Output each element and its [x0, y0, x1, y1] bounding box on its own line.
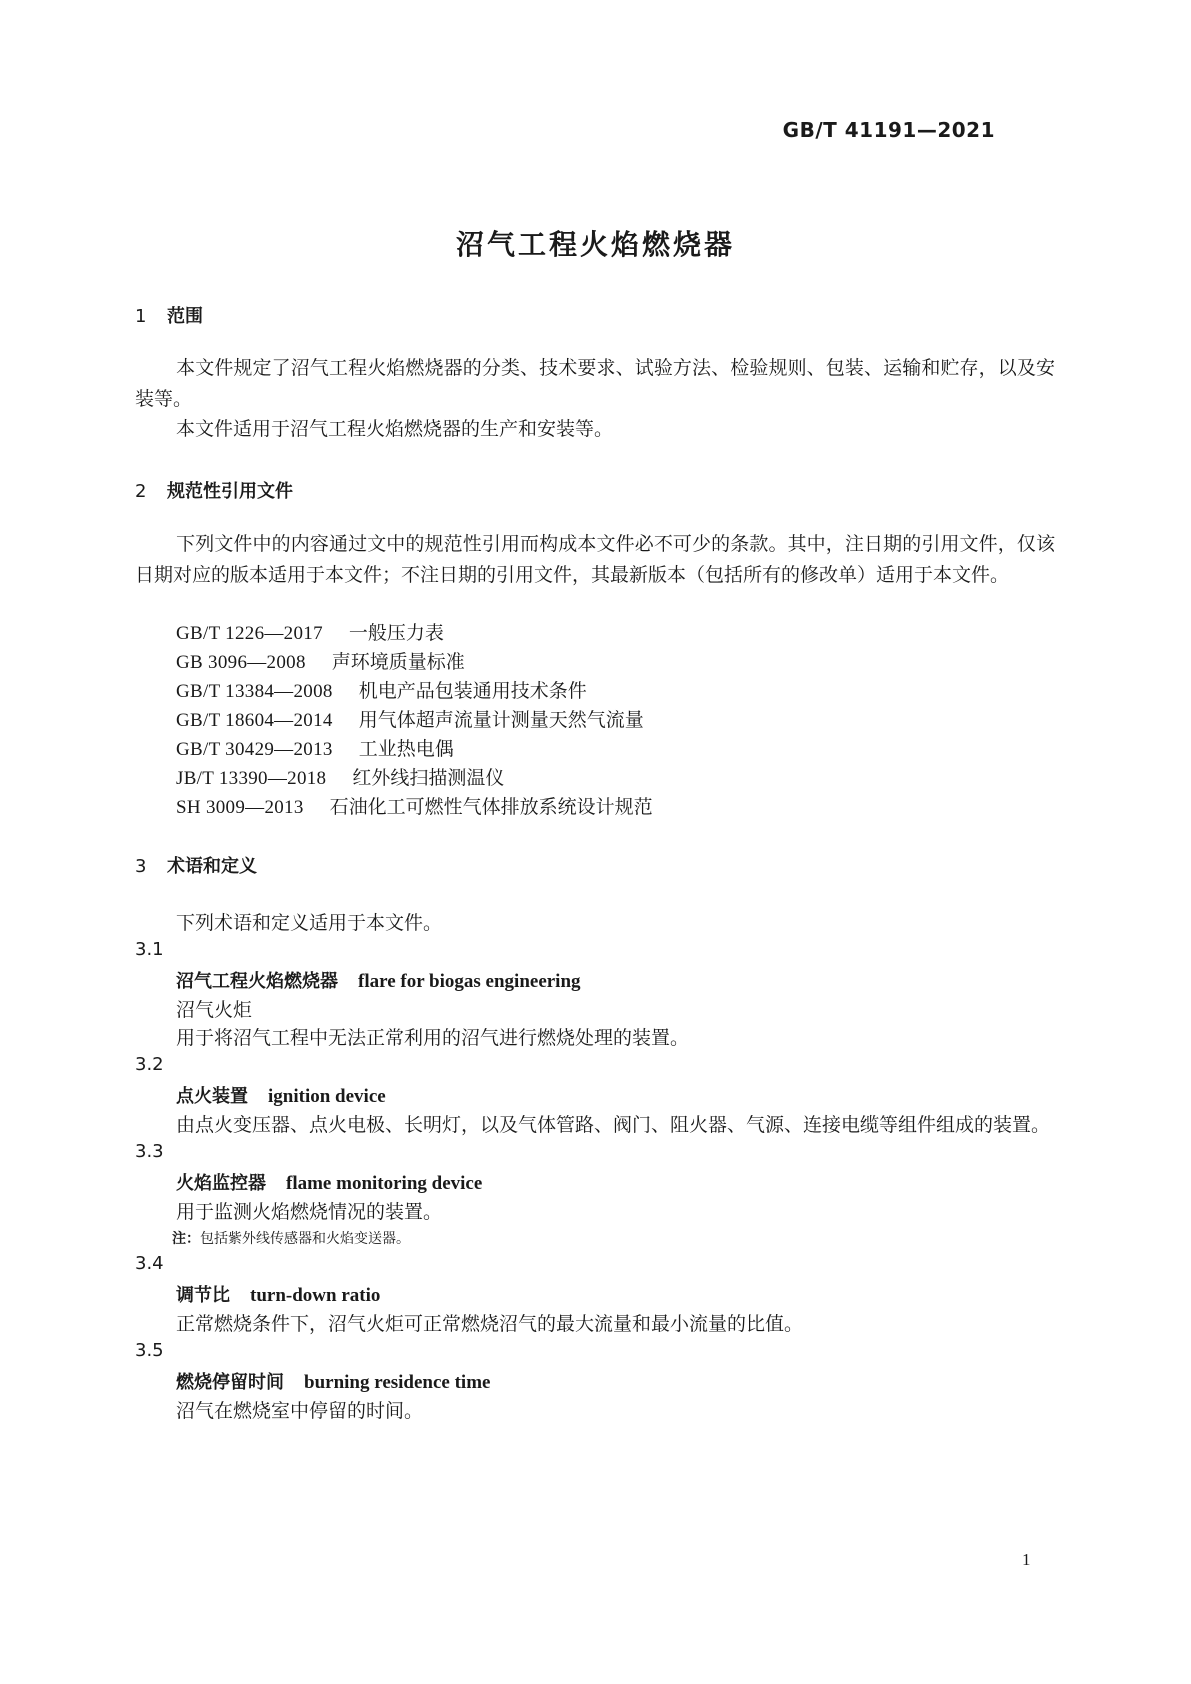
- section-title: 术语和定义: [167, 856, 257, 877]
- term-zh: 调节比: [176, 1285, 230, 1306]
- term-number: 3.5: [135, 1340, 164, 1361]
- note-label: 注：: [172, 1231, 200, 1247]
- reference-item: [176, 763, 504, 790]
- note-text: 包括紫外线传感器和火焰变送器。: [200, 1231, 410, 1247]
- reference-item: [176, 734, 454, 761]
- term-number: 3.1: [135, 939, 164, 960]
- reference-code: GB/T 1226—2017: [176, 623, 323, 644]
- term-alternative: 沼气火炬: [176, 999, 253, 1021]
- term-heading: [176, 1082, 386, 1108]
- term-definition: 用于将沼气工程中无法正常利用的沼气进行燃烧处理的装置。: [176, 1027, 690, 1049]
- reference-code: SH 3009—2013: [176, 797, 304, 818]
- term-heading: [176, 1169, 482, 1195]
- section-number: 1: [135, 306, 147, 327]
- reference-title: 机电产品包装通用技术条件: [358, 680, 587, 702]
- term-en: flame monitoring device: [286, 1173, 483, 1194]
- terms-intro: 下列术语和定义适用于本文件。: [176, 912, 443, 934]
- term-en: flare for biogas engineering: [358, 971, 581, 992]
- reference-title: 工业热电偶: [358, 738, 454, 760]
- term-zh: 沼气工程火焰燃烧器: [176, 971, 338, 992]
- reference-item: [176, 792, 653, 819]
- section-title: 规范性引用文件: [167, 481, 293, 502]
- reference-title: 用气体超声流量计测量天然气流量: [358, 709, 644, 731]
- term-heading: [176, 967, 581, 993]
- term-definition: 用于监测火焰燃烧情况的装置。: [176, 1201, 443, 1223]
- standard-number: GB/T 41191—2021: [782, 118, 995, 142]
- reference-title: 石油化工可燃性气体排放系统设计规范: [329, 796, 653, 818]
- reference-code: GB/T 30429—2013: [176, 739, 333, 760]
- term-heading: [176, 1281, 380, 1307]
- term-en: burning residence time: [304, 1372, 491, 1393]
- term-heading: [176, 1368, 490, 1394]
- reference-item: [176, 618, 444, 645]
- reference-title: 声环境质量标准: [331, 651, 465, 673]
- term-zh: 燃烧停留时间: [176, 1372, 284, 1393]
- term-definition: 由点火变压器、点火电极、长明灯，以及气体管路、阀门、阻火器、气源、连接电缆等组件组成的装置。: [176, 1114, 1051, 1136]
- page-number: 1: [1022, 1550, 1031, 1569]
- term-number: 3.4: [135, 1253, 164, 1274]
- reference-title: 红外线扫描测温仪: [352, 767, 505, 789]
- term-definition: 正常燃烧条件下，沼气火炬可正常燃烧沼气的最大流量和最小流量的比值。: [176, 1313, 804, 1335]
- section-number: 2: [135, 481, 147, 502]
- section-heading-normative-references: [135, 477, 293, 503]
- reference-code: JB/T 13390—2018: [176, 768, 327, 789]
- term-en: turn-down ratio: [250, 1285, 381, 1306]
- reference-code: GB/T 13384—2008: [176, 681, 333, 702]
- term-number: 3.2: [135, 1054, 164, 1075]
- document-title: 沼气工程火焰燃烧器: [455, 228, 735, 261]
- term-zh: 点火装置: [176, 1086, 248, 1107]
- reference-code: GB 3096—2008: [176, 652, 306, 673]
- references-intro: 下列文件中的内容通过文中的规范性引用而构成本文件必不可少的条款。其中，注日期的引用文件，仅该日期对应的版本适用于本文件；不注日期的引用文件，其最新版本（包括所有的修改单）适用于本文件。: [135, 533, 1055, 586]
- term-note: [172, 1228, 410, 1248]
- reference-item: [176, 705, 644, 732]
- reference-title: 一般压力表: [348, 622, 444, 644]
- term-definition: 沼气在燃烧室中停留的时间。: [176, 1400, 424, 1422]
- scope-paragraph-2: 本文件适用于沼气工程火焰燃烧器的生产和安装等。: [176, 418, 614, 440]
- section-heading-terms-definitions: [135, 852, 257, 878]
- section-title: 范围: [167, 306, 203, 327]
- scope-paragraph-1: 本文件规定了沼气工程火焰燃烧器的分类、技术要求、试验方法、检验规则、包装、运输和贮存，以及安装等。: [135, 357, 1055, 410]
- term-en: ignition device: [268, 1086, 386, 1107]
- reference-item: [176, 676, 587, 703]
- term-number: 3.3: [135, 1141, 164, 1162]
- section-heading-scope: [135, 302, 203, 328]
- reference-code: GB/T 18604—2014: [176, 710, 333, 731]
- term-zh: 火焰监控器: [176, 1173, 266, 1194]
- section-number: 3: [135, 856, 147, 877]
- reference-item: [176, 647, 465, 674]
